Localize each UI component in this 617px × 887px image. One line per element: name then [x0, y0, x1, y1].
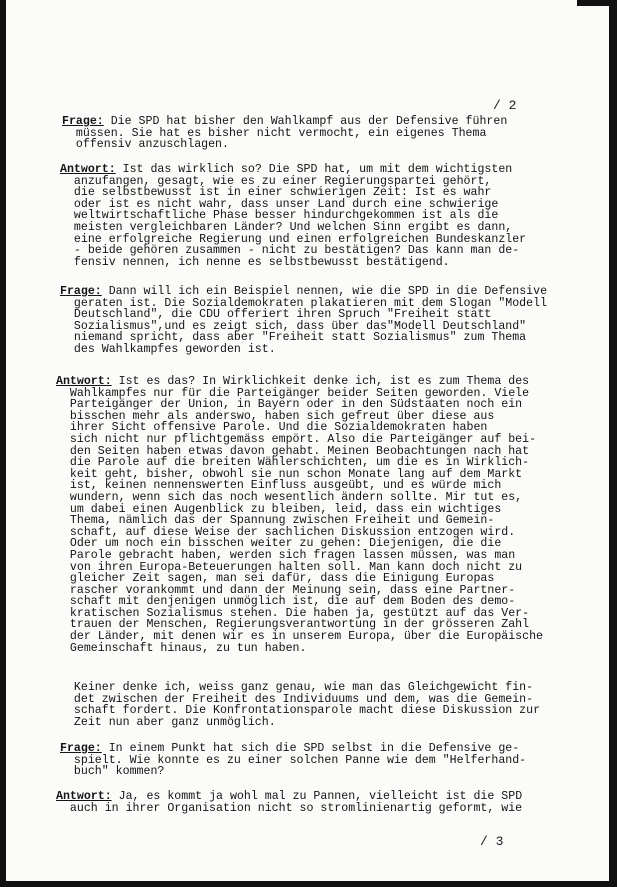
question-label: Frage:: [60, 285, 102, 298]
line-text: fensiv nennen, ich nenne es selbstbewusst bestätigend.: [60, 255, 450, 269]
line-text: Dann will ich ein Beispiel nennen, wie die SPD in die Defensive: [101, 285, 548, 298]
scan-edge-top: [577, 0, 617, 6]
line-text: Deutschland", die CDU offeriert ihren Spruch "Freiheit statt: [60, 308, 492, 322]
line-text: die Parole auf die breiten Wählerschichten, um die es in Wirklich-: [56, 456, 530, 470]
text-line: [60, 257, 560, 269]
line-text: offensiv anzuschlagen.: [62, 138, 229, 152]
line-text: - beide gehören zusammen - nicht zu bestätigen? Das kann man de-: [60, 244, 520, 258]
text-line: [56, 803, 556, 815]
line-text: eine erfolgreiche Regierung und einen erfolgreichen Bundeskanzler: [60, 232, 527, 246]
line-text: schaft fordert. Die Konfrontationsparole macht diese Diskussion zur: [60, 704, 541, 718]
answer-label: Antwort:: [56, 375, 112, 388]
line-text: Oder um noch ein bisschen weiter zu gehen: Diejenigen, die die: [56, 537, 502, 551]
line-text: bisschen mehr als anderswo, haben sich gefreut über diese aus: [56, 409, 495, 423]
line-text: spielt. Wie konnte es zu einer solchen Panne wie dem "Helferhand-: [60, 753, 527, 767]
line-text: müssen. Sie hat es bisher nicht vermocht, ein eigenes Thema: [62, 126, 487, 140]
line-text: ist, keinen nennenswerten Einfluss ausgeübt, und es würde mich: [56, 479, 502, 493]
line-text: niemand spricht, dass aber "Freiheit statt Sozialismus" zum Thema: [60, 331, 527, 345]
scan-edge-right: [609, 0, 617, 887]
line-text: weltwirtschaftliche Phase besser hindurchgekommen ist als die: [60, 209, 499, 223]
line-text: Thema, nämlich das der Spannung zwischen Freiheit und Gemein-: [56, 514, 495, 528]
line-text: In einem Punkt hat sich die SPD selbst in die Defensive ge-: [101, 742, 520, 755]
answer-block: [60, 164, 560, 268]
line-text: Ist das wirklich so? Die SPD hat, um mit dem wichtigsten: [115, 163, 513, 176]
line-text: Sozialismus",und es zeigt sich, dass über das"Modell Deutschland": [60, 319, 527, 333]
question-block: [60, 743, 560, 778]
question-block: [60, 286, 560, 356]
line-text: von ihren Europa-Beteuerungen halten soll. Man kann doch nicht zu: [56, 560, 523, 574]
answer-label: Antwort:: [60, 163, 116, 176]
line-text: die selbstbewusst ist in einer schwierigen Zeit: Ist es wahr: [60, 186, 492, 200]
line-text: Parole gebracht haben, werden sich fragen lassen müssen, was man: [56, 548, 516, 562]
line-text: des Wahlkampfes geworden ist.: [60, 342, 276, 356]
line-text: anzufangen, gesagt, wie es zu einer Regierungspartei gehört,: [60, 174, 492, 188]
line-text: Wahlkampfes nur für die Parteigänger beider Seiten geworden. Viele: [56, 386, 530, 400]
line-text: sich nicht nur pflichtgemäss empört. Also die Parteigänger auf bei-: [56, 432, 537, 446]
answer-continuation-block: [60, 682, 560, 728]
line-text: Ja, es kommt ja wohl mal zu Pannen, vielleicht ist die SPD: [111, 790, 523, 803]
line-text: um dabei einen Augenblick zu bleiben, leid, dass ein wichtiges: [56, 502, 502, 516]
page-number-top: / 2: [493, 98, 517, 113]
line-text: Ist es das? In Wirklichkeit denke ich, ist es zum Thema des: [111, 375, 530, 388]
line-text: oder ist es nicht wahr, dass unser Land durch eine schwierige: [60, 197, 499, 211]
line-text: rascher vorankommt und dann der Meinung sein, dass eine Partner-: [56, 583, 516, 597]
text-line: [60, 717, 560, 729]
line-text: Parteigänger der Union, in Bayern oder in den Südstaaten noch ein: [56, 398, 523, 412]
answer-block: [56, 376, 556, 654]
line-text: auch in ihrer Organisation nicht so stromlinienartig geformt, wie: [56, 801, 523, 815]
answer-block: [56, 791, 556, 814]
scan-edge-bottom: [0, 881, 617, 887]
scan-edge-left: [0, 0, 6, 887]
text-line: [56, 643, 556, 655]
line-text: der Länder, mit denen wir es in unserem Europa, über die Europäische: [56, 630, 544, 644]
line-text: schaft, auf diese Weise der sachlichen Diskussion entzogen wird.: [56, 525, 516, 539]
line-text: kratischen Sozialismus stehen. Die haben ja, gestützt auf das Ver-: [56, 606, 530, 620]
page-number-bottom: / 3: [480, 834, 504, 849]
line-text: Zeit nun aber ganz unmöglich.: [60, 715, 276, 729]
line-text: buch" kommen?: [60, 765, 165, 779]
line-text: Gemeinschaft hinaus, zu tun haben.: [56, 641, 307, 655]
line-text: Keiner denke ich, weiss ganz genau, wie man das Gleichgewicht fin-: [60, 681, 534, 694]
line-text: det zwischen der Freiheit des Individuums und dem, was die Gemein-: [60, 692, 534, 706]
line-text: schaft mit denjenigen unmöglich ist, die auf dem Boden des demo-: [56, 595, 516, 609]
line-text: ihrer Sicht offensive Parole. Und die Sozialdemokraten haben: [56, 421, 488, 435]
answer-label: Antwort:: [56, 790, 112, 803]
question-label: Frage:: [60, 742, 102, 755]
line-text: wundern, wenn sich das noch wesentlich ändern sollte. Mir tut es,: [56, 490, 523, 504]
text-line: [60, 344, 560, 356]
line-text: keit geht, bisher, obwohl sie nun schon Monate lang auf dem Markt: [56, 467, 523, 481]
text-line: [62, 139, 562, 151]
question-label: Frage:: [62, 115, 104, 128]
question-block: [62, 116, 562, 151]
line-text: Die SPD hat bisher den Wahlkampf aus der Defensive führen: [103, 115, 508, 128]
line-text: den Seiten haben etwas davon gehabt. Meinen Beobachtungen nach hat: [56, 444, 530, 458]
line-text: meisten vergleichbaren Länder? Und welchen Sinn ergibt es dann,: [60, 220, 513, 234]
text-line: [60, 766, 560, 778]
line-text: trauen der Menschen, Regierungsverantwortung in der grösseren Zahl: [56, 618, 530, 632]
line-text: gleicher Zeit sagen, man sei dafür, dass die Einigung Europas: [56, 572, 495, 586]
line-text: geraten ist. Die Sozialdemokraten plakatieren mit dem Slogan "Modell: [60, 296, 548, 310]
